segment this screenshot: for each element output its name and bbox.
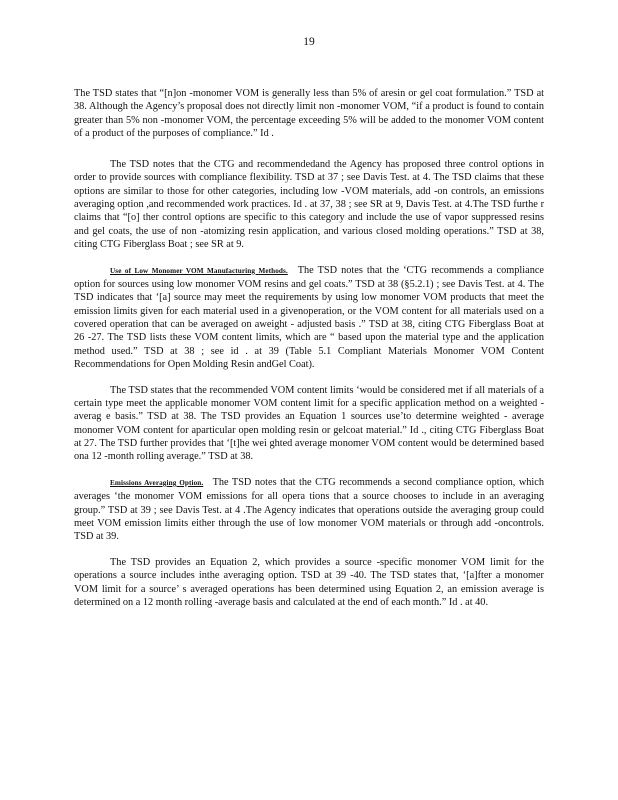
paragraph-equation-2 [74, 556, 544, 609]
paragraph-non-monomer-vom [74, 87, 544, 140]
paragraph-text: The TSD provides an Equation 2, which provides a source -specific monomer VOM limit for the operations a source includes inthe averaging option. TSD at 39 -40. The TSD states that, ‘[a]fter a monomer VOM limit for a source’ s averaged operations has been determined using Equation 2, an emission average is determined on a 12 month rolling -average basis and calculated at the end of each month.” Id . at 40. [74, 556, 544, 608]
paragraph-vom-content-limits [74, 384, 544, 464]
paragraph-low-monomer-methods [74, 264, 544, 371]
document-body [74, 87, 544, 622]
paragraph-text: The TSD states that the recommended VOM content limits ‘would be considered met if all materials of a certain type meet the applicable monomer VOM content limit for a specific application method on a weighted -averag e basis.” TSD at 38. The TSD provides an Equation 1 sources use’to determine weighted - average monomer VOM content for aparticular open molding resin or gelcoat material.” Id ., citing CTG Fiberglass Boat at 27. The TSD further provides that ‘[t]he wei ghted average monomer VOM content would be determined based ona 12 -month rolling average.” TSD at 38. [74, 384, 544, 463]
page-number: 19 [303, 36, 315, 48]
paragraph-text: The TSD notes that the CTG recommends a second compliance option, which averages ‘the monomer VOM emissions for all opera tions that a source chooses to include in an averaging group.” TSD at 39 ; see Davis Test. at 4 .The Agency indicates that operations outside the averaging group could meet VOM emission limits either through the use of low monomer VOM materials or through add -oncontrols. TSD at 39. [74, 476, 544, 543]
paragraph-text: The TSD states that “[n]on -monomer VOM is generally less than 5% of aresin or gel coat formulation.” TSD at 38. Although the Agency’s proposal does not directly limit non -monomer VOM, “if a product is found to contain greater than 5% non -monomer VOM, the percentage exceeding 5% will be added to the monomer VOM content of a product of the purposes of compliance.” Id . [74, 88, 544, 139]
paragraph-control-options [74, 158, 544, 251]
paragraph-emissions-averaging [74, 476, 544, 543]
section-heading: Use of Low Monomer VOM Manufacturing Methods. [110, 266, 288, 275]
paragraph-text: The TSD notes that the CTG and recommendedand the Agency has proposed three control options in order to provide sources with compliance flexibility. TSD at 37 ; see Davis Test. at 4. The TSD claims that these options are similar to those for other categories, including low -VOM materials, add -on controls, an emissions averaging option ,and recommended work practices. Id . at 37, 38 ; see SR at 9, Davis Test. at 4.The TSD furthe r claims that “[o] ther control options are specific to this category and include the use of vapor suppressed resins and gel coats, the use of non -atomizing resin application, and various closed molding operations.” TSD at 38, citing CTG Fiberglass Boat ; see SR at 9. [74, 159, 544, 250]
paragraph-text: The TSD notes that the ‘CTG recommends a compliance option for sources using low monomer VOM resins and gel coats.” TSD at 38 (§5.2.1) ; see Davis Test. at 4. The TSD indicates that ‘[a] source may meet the requirements by using low monomer VOM products that meet the emission limits given for each material used in a givenoperation, or the VOM content for all materials used on a covered operation that can be averaged on aweight - adjusted basis .” TSD at 38, citing CTG Fiberglass Boat at 26 -27. The TSD lists these VOM content limits, which are “ based upon the material type and the application method used.” TSD at 38 ; see id . at 39 (Table 5.1 Compliant Materials Monomer VOM Content Recommendations for Open Molding Resin andGel Coat). [74, 264, 544, 370]
section-heading: Emissions Averaging Option. [110, 478, 204, 487]
